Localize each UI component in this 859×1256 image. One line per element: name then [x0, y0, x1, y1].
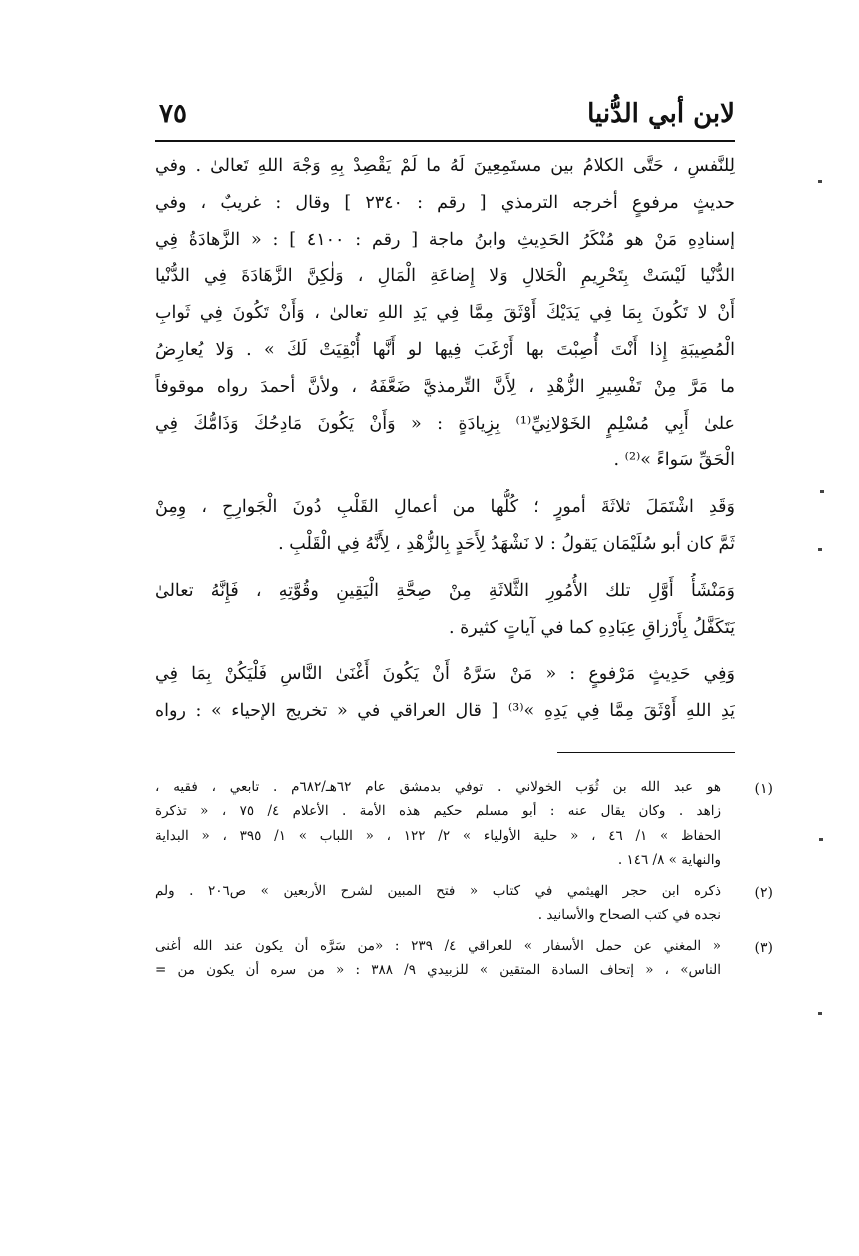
text-line: ما مَرَّ مِنْ تَفْسِيرِ الزُّهْدِ ، لِأَنَّ التِّرمذيَّ ضَعَّفَهُ ، ولأنَّ أحمدَ رواه موقوفاً	[155, 376, 735, 397]
footnotes	[155, 752, 773, 983]
page-header	[155, 88, 735, 142]
footnote-body	[155, 934, 721, 983]
footnote-line: ذكره ابن حجر الهيثمي في كتاب « فتح المبين لشرح الأربعين » ص٢٠٦ . ولم	[155, 882, 721, 899]
footnote-body	[155, 879, 721, 928]
scan-speck	[819, 838, 823, 841]
paragraph	[155, 573, 735, 647]
text-line: وَفِي حَدِيثٍ مَرْفوعٍ : « مَنْ سَرَّهُ أَنْ يَكُونَ أَغْنَىٰ النَّاسِ فَلْيَكُنْ بِمَا فِي	[155, 664, 735, 685]
footnote-line: « المغني عن حمل الأسفار » للعراقي ٤/ ٢٣٩ : «من سَرَّه أن يكون عند الله أغنى	[155, 937, 721, 954]
running-title: لابن أبي الدُّنيا	[587, 99, 735, 129]
text-line: إسنادِهِ مَنْ هو مُنْكَرُ الحَدِيثِ وابنُ ماجة [ رقم : ٤١٠٠ ] : « الزَّهادَةُ فِي	[155, 229, 735, 250]
scan-speck	[818, 180, 822, 183]
scan-speck	[818, 1012, 822, 1015]
scan-speck	[818, 548, 822, 551]
footnote-line: والنهاية » ٨/ ١٤٦ .	[617, 852, 721, 869]
paragraph	[155, 656, 735, 730]
paragraph	[155, 489, 735, 563]
main-text	[155, 148, 735, 730]
text-line: علىٰ أَبِي مُسْلِمٍ الخَوْلانِيِّ⁽¹⁾ بِزِيادَةٍ : « وَأَنْ يَكُونَ مَادِحُكَ وَذَامُّكَ فِي	[155, 413, 735, 434]
text-line: وَمَنْشَأُ أَوَّلِ تلك الأُمُورِ الثَّلاثَةِ مِنْ صِحَّةِ الْيَقِينِ وقُوَّتِهِ ، فَإِنَّهُ تعالىٰ	[155, 580, 735, 601]
text-line: ثَمَّ كان أبو سُلَيْمَان يَقولُ : لا نَشْهَدُ لِأَحَدٍ بِالزُّهْدِ ، لِأَنَّهُ فِي الْقَلْبِ .	[278, 533, 735, 554]
footnote-line: زاهد . وكان يقال عنه : أبو مسلم حكيم هذه الأمة . الأعلام ٤/ ٧٥ ، « تذكرة	[155, 803, 721, 820]
text-line: يَدِ اللهِ أَوْثَقَ مِمَّا فِي يَدِهِ »⁽³⁾ [ قال العراقي في « تخريج الإحياء » : رواه	[155, 701, 735, 722]
footnote	[155, 934, 773, 983]
footnote	[155, 879, 773, 928]
text-line: حديثٍ مرفوعٍ أخرجه الترمذي [ رقم : ٢٣٤٠ ] وقال : غريبٌ ، وفي	[155, 192, 735, 213]
text-line: وَقَدِ اشْتَمَلَ ثلاثَةَ أمورٍ ؛ كُلُّها من أعمالِ القَلْبِ دُونَ الْجَوارِحِ ، وِمِنْ	[155, 497, 735, 518]
scan-speck	[820, 490, 824, 493]
text-line: الْحَقِّ سَواءً »⁽²⁾ .	[613, 450, 735, 471]
text-line: أَنْ لا تَكُونَ بِمَا فِي يَدَيْكَ أَوْثَقَ مِمَّا فِي يَدِ اللهِ تعالىٰ ، وَأَنْ تَكُونَ فِي ثَوابِ	[155, 303, 735, 324]
footnote-number: (٢)	[754, 884, 773, 901]
footnote-number: (٣)	[754, 939, 773, 956]
footnote-separator	[557, 752, 735, 753]
paragraph	[155, 148, 735, 479]
book-page	[155, 88, 773, 989]
text-line: يَتَكَفَّلُ بِأَرْزاقِ عِبَادِهِ كما في آياتٍ كثيرة .	[449, 617, 735, 638]
footnote-line: الحفاظ » ١/ ٤٦ ، « حلية الأولياء » ٢/ ١٢٢ ، « اللباب » ١/ ٣٩٥ ، « البداية	[155, 827, 721, 844]
text-line: لِلنَّفسِ ، حَتَّى الكلامُ بين مستَمِعِينَ لَهُ ما لَمْ يَقْصِدْ بِهِ وَجْهَ اللهِ تَعالىٰ . وفي	[155, 156, 735, 176]
page-number: ٧٥	[159, 99, 187, 129]
footnote-line: الناس» ، « إتحاف السادة المتقين » للزبيدي ٩/ ٣٨٨ : « من سره أن يكون من =	[155, 962, 721, 979]
footnote-number: (١)	[754, 780, 773, 797]
footnote-line: نجده في كتب الصحاح والأسانيد .	[537, 907, 721, 924]
footnote-body	[155, 775, 721, 873]
footnote-line: هو عبد الله بن ثُوَب الخولاني . توفي بدمشق عام ٦٢هـ/٦٨٢م . تابعي ، فقيه ،	[155, 778, 721, 795]
footnote	[155, 775, 773, 873]
text-line: الْمُصِيبَةِ إِذا أَنْتَ أُصِبْتَ بها أَرْغَبَ فِيها لو أَنَّها أُبْقِيَتْ لَكَ » . وَلا يُعارِضُ	[155, 339, 735, 360]
text-line: الدُّنْيا لَيْسَتْ بِتَحْرِيمِ الْحَلالِ وَلا إِضاعَةِ الْمَالِ ، وَلٰكِنَّ الزَّهَادَةَ فِي الدُّنْيا	[155, 266, 735, 287]
